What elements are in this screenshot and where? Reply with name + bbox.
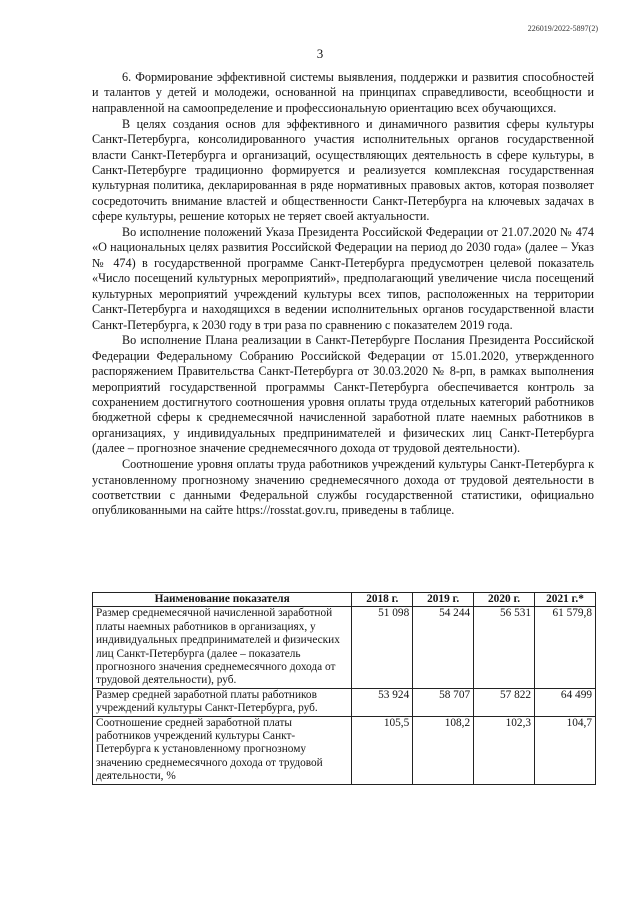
- document-body: [92, 70, 594, 519]
- paragraph: Во исполнение положений Указа Президента Российской Федерации от 21.07.2020 № 474 «О национальных целях развития Российской Федерации на период до 2030 года» (далее – Указ № 474) в государственной программе Санкт-Петербурга предусмотрен целевой показатель «Число посещений культурных мероприятий», предполагающий увеличение числа посещений культурных мероприятий учреждений культуры всех типов, расположенных на территории Санкт-Петербурга и находящихся в ведении исполнительных органов государственной власти Санкт-Петербурга, к 2030 году в три раза по сравнению с показателем 2019 года.: [92, 225, 594, 332]
- cell-value: 61 579,8: [535, 607, 596, 688]
- cell-value: 64 499: [535, 688, 596, 716]
- column-header-indicator: Наименование показателя: [93, 593, 352, 607]
- column-header-2021: 2021 г.*: [535, 593, 596, 607]
- column-header-2018: 2018 г.: [352, 593, 413, 607]
- cell-value: 56 531: [474, 607, 535, 688]
- table-row: [93, 607, 596, 688]
- cell-value: 104,7: [535, 716, 596, 784]
- cell-value: 53 924: [352, 688, 413, 716]
- document-number: 226019/2022-5897(2): [527, 24, 598, 33]
- column-header-2020: 2020 г.: [474, 593, 535, 607]
- row-indicator-name: Размер среднемесячной начисленной заработной платы наемных работников в организациях, у индивидуальных предпринимателей и физических лиц Санкт-Петербурга (далее – показатель прогнозного значения среднемесячного дохода от трудовой деятельности), руб.: [93, 607, 352, 688]
- table-header-row: [93, 593, 596, 607]
- salary-ratio-table: [92, 592, 596, 785]
- row-indicator-name: Размер средней заработной платы работников учреждений культуры Санкт-Петербурга, руб.: [93, 688, 352, 716]
- cell-value: 108,2: [413, 716, 474, 784]
- cell-value: 57 822: [474, 688, 535, 716]
- cell-value: 58 707: [413, 688, 474, 716]
- row-indicator-name: Соотношение средней заработной платы работников учреждений культуры Санкт-Петербурга к установленному прогнозному значению среднемесячного дохода от трудовой деятельности, %: [93, 716, 352, 784]
- paragraph: Соотношение уровня оплаты труда работников учреждений культуры Санкт-Петербурга к установленному прогнозному значению среднемесячного дохода от трудовой деятельности в соответствии с данными Федеральной службы государственной статистики, официально опубликованными на сайте https://rosstat.gov.ru, приведены в таблице.: [92, 457, 594, 518]
- page-number: 3: [316, 46, 324, 61]
- cell-value: 51 098: [352, 607, 413, 688]
- table-row: [93, 716, 596, 784]
- paragraph: Во исполнение Плана реализации в Санкт-Петербурге Послания Президента Российской Федерации Федеральному Собранию Российской Федерации от 15.01.2020, утвержденного распоряжением Правительства Санкт-Петербурга от 30.03.2020 № 8-рп, в рамках выполнения мероприятий государственной программы Санкт-Петербурга обеспечивается контроль за сохранением достигнутого соотношения уровня оплаты труда отдельных категорий работников бюджетной сферы к среднемесячной начисленной заработной плате наемных работников в организациях, у индивидуальных предпринимателей и физических лиц Санкт-Петербурга (далее – прогнозное значение среднемесячного дохода от трудовой деятельности).: [92, 333, 594, 456]
- table-row: [93, 688, 596, 716]
- cell-value: 105,5: [352, 716, 413, 784]
- cell-value: 54 244: [413, 607, 474, 688]
- paragraph: 6. Формирование эффективной системы выявления, поддержки и развития способностей и талантов у детей и молодежи, основанной на принципах справедливости, всеобщности и направленной на самоопределение и профессиональную ориентацию всех обучающихся.: [92, 70, 594, 115]
- cell-value: 102,3: [474, 716, 535, 784]
- paragraph: В целях создания основ для эффективного и динамичного развития сферы культуры Санкт-Петербурга, консолидированного участия исполнительных органов государственной власти Санкт-Петербурга и организаций, осуществляющих деятельность в сфере культуры, в Санкт-Петербурге традиционно формируется и реализуется комплексная государственная культурная политика, декларированная в ряде нормативных правовых актов, которая позволяет сосредоточить внимание властей и общественности Санкт-Петербурга на ключевых задачах в сфере культуры, решение которых не теряет своей актуальности.: [92, 116, 594, 224]
- column-header-2019: 2019 г.: [413, 593, 474, 607]
